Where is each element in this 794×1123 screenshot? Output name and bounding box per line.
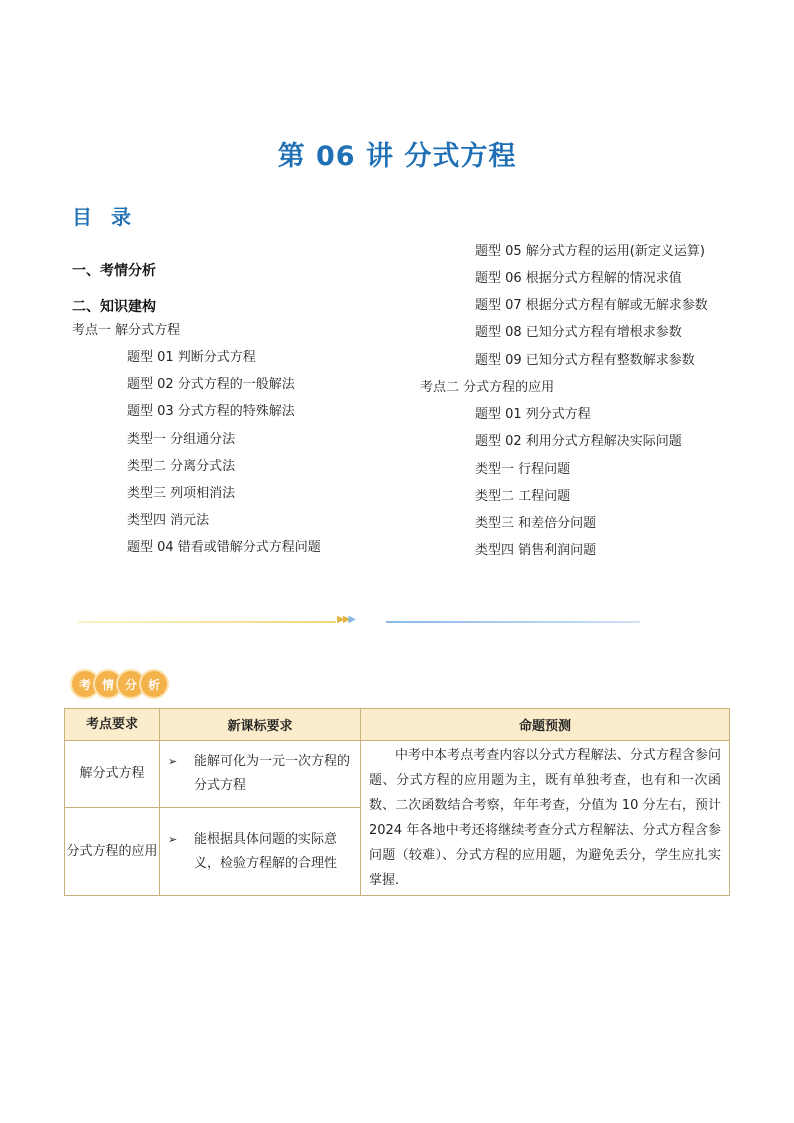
toc-item[interactable]: 题型 02 利用分式方程解决实际问题 (475, 434, 682, 449)
toc-item[interactable]: 类型三 和差倍分问题 (475, 516, 597, 531)
requirement-text: 能根据具体问题的实际意义，检验方程解的合理性 (194, 831, 338, 871)
badge-char: 情 (95, 671, 121, 697)
toc-item[interactable]: 题型 06 根据分式方程解的情况求值 (475, 271, 682, 286)
badge-char: 考 (72, 671, 98, 697)
toc-item[interactable]: 题型 05 解分式方程的运用(新定义运算) (475, 244, 705, 259)
header-prediction: 命题预测 (361, 709, 730, 741)
divider-arrows-icon: ▶▶▶ (337, 614, 355, 625)
point-cell: 解分式方程 (65, 741, 160, 808)
exam-analysis-table (64, 708, 730, 896)
section-badge (72, 671, 164, 699)
prediction-text: 中考中本考点考查内容以分式方程解法、分式方程含参问题、分式方程的应用题为主，既有单独考查，也有和一次函数、二次函数结合考察，年年考查，分值为 10 分左右，预计 2024 年各地中考还将继续考查分式方程解法、分式方程含参问题（较难）、分式方程的应用题，为避免丢分，学生应扎实掌握. (369, 748, 721, 888)
toc-item[interactable]: 类型三 列项相消法 (127, 486, 236, 501)
toc-kaodian-2[interactable]: 考点二 分式方程的应用 (420, 380, 555, 395)
toc-section-analysis[interactable]: 一、考情分析 (72, 263, 156, 279)
point-cell: 分式方程的应用 (65, 808, 160, 896)
toc-item[interactable]: 题型 03 分式方程的特殊解法 (127, 404, 295, 419)
toc-item[interactable]: 题型 01 判断分式方程 (127, 350, 256, 365)
toc-item[interactable]: 题型 09 已知分式方程有整数解求参数 (475, 353, 695, 368)
toc-item[interactable]: 题型 01 列分式方程 (475, 407, 591, 422)
toc-item[interactable]: 题型 07 根据分式方程有解或无解求参数 (475, 298, 708, 313)
bullet-icon: ➢ (168, 755, 178, 768)
toc-item[interactable]: 类型四 消元法 (127, 513, 210, 528)
requirement-cell (160, 808, 361, 896)
badge-char: 析 (141, 671, 167, 697)
toc-item[interactable]: 类型二 分离分式法 (127, 459, 236, 474)
toc-item[interactable]: 类型一 分组通分法 (127, 432, 236, 447)
toc-item[interactable]: 题型 04 错看或错解分式方程问题 (127, 540, 321, 555)
bullet-icon: ➢ (168, 832, 178, 846)
toc-kaodian-1[interactable]: 考点一 解分式方程 (72, 323, 181, 338)
header-point: 考点要求 (65, 709, 160, 741)
toc-heading: 目 录 (72, 205, 137, 229)
toc-item[interactable]: 题型 02 分式方程的一般解法 (127, 377, 295, 392)
toc-item[interactable]: 类型四 销售利润问题 (475, 543, 597, 558)
requirement-cell (160, 741, 361, 808)
toc-section-knowledge[interactable]: 二、知识建构 (72, 299, 156, 315)
badge-char: 分 (118, 671, 144, 697)
divider-right (386, 621, 640, 623)
requirement-text: 能解可化为一元一次方程的分式方程 (194, 754, 351, 793)
divider-left (78, 621, 336, 623)
toc-item[interactable]: 类型一 行程问题 (475, 462, 571, 477)
toc-item[interactable]: 题型 08 已知分式方程有增根求参数 (475, 325, 682, 340)
toc-item[interactable]: 类型二 工程问题 (475, 489, 571, 504)
page-title: 第 06 讲 分式方程 (277, 141, 517, 172)
header-requirement: 新课标要求 (160, 709, 361, 741)
prediction-cell (361, 741, 730, 896)
